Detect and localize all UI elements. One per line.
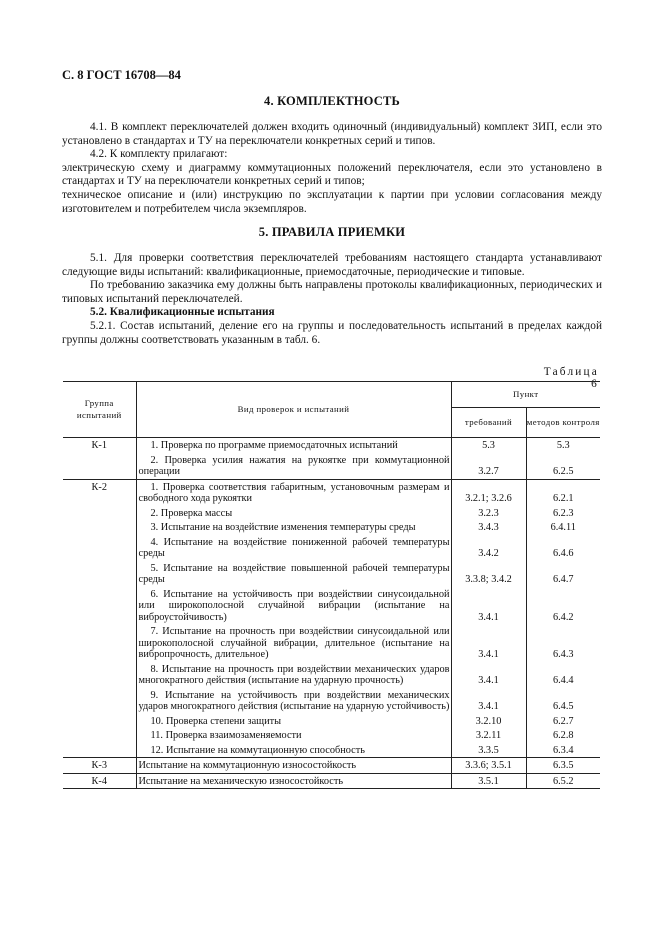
requirements-cell: 3.3.8; 3.4.2 — [451, 561, 526, 587]
header-requirements: требований — [451, 408, 526, 438]
description-cell — [136, 561, 451, 587]
section-5-text — [62, 252, 602, 347]
description-cell — [136, 688, 451, 714]
description-cell — [136, 587, 451, 625]
requirements-cell: 3.4.2 — [451, 535, 526, 561]
header-control: методов контроля — [526, 408, 600, 438]
paragraph-4-2-item-2: техническое описание и (или) инструкцию по эксплуатации к партии при условии согласования между изготовителем и потребителем числа экземпляров. — [62, 188, 602, 215]
table-row — [63, 506, 600, 521]
paragraph-4-2: 4.2. К комплекту прилагают: — [90, 148, 228, 161]
requirements-cell: 3.2.3 — [451, 506, 526, 521]
subheading-5-2: 5.2. Квалификационные испытания — [90, 306, 275, 319]
description-text: Испытание на механическую износостойкость — [138, 775, 344, 787]
table-row — [63, 714, 600, 729]
control-cell: 6.2.1 — [526, 479, 600, 506]
requirements-cell: 5.3 — [451, 438, 526, 453]
group-cell: К-2 — [63, 479, 136, 758]
description-text: 11. Проверка взаимозаменяемости — [150, 730, 302, 741]
table-row — [63, 587, 600, 625]
description-text: 1. Проверка соответствия габаритным, установочным размерам и свободного хода рукоятки — [138, 481, 450, 504]
description-text: 5. Испытание на воздействие повышенной рабочей температуры среды — [138, 562, 450, 585]
control-cell: 5.3 — [526, 438, 600, 453]
control-cell: 6.4.3 — [526, 624, 600, 662]
description-cell — [136, 714, 451, 729]
control-cell: 6.4.11 — [526, 520, 600, 535]
table-row — [63, 773, 600, 789]
table-caption: Таблица 6 — [543, 366, 599, 390]
requirements-cell: 3.4.1 — [451, 688, 526, 714]
description-text: 9. Испытание на устойчивость при воздействии механических ударов многократного действия (испытание на ударную устойчивость) — [138, 689, 450, 712]
description-cell — [136, 438, 451, 453]
table-row — [63, 479, 600, 506]
requirements-cell: 3.4.3 — [451, 520, 526, 535]
table-row — [63, 688, 600, 714]
control-cell: 6.4.2 — [526, 587, 600, 625]
description-text: 3. Испытание на воздействие изменения температуры среды — [150, 522, 416, 533]
description-cell — [136, 624, 451, 662]
control-cell: 6.4.5 — [526, 688, 600, 714]
page-header: С. 8 ГОСТ 16708—84 — [62, 68, 181, 82]
table-row — [63, 758, 600, 774]
paragraph-4-2-item-1: электрическую схему и диаграмму коммутационных положений переключателя, если это установлено в стандартах и ТУ на переключатели конкретных серий и типов; — [62, 161, 602, 188]
group-cell: К-3 — [63, 758, 136, 774]
table-row — [63, 438, 600, 453]
description-text: 1. Проверка по программе приемосдаточных испытаний — [150, 440, 398, 451]
description-cell — [136, 520, 451, 535]
requirements-cell: 3.4.1 — [451, 624, 526, 662]
requirements-cell: 3.4.1 — [451, 587, 526, 625]
table-row — [63, 561, 600, 587]
table-row — [63, 520, 600, 535]
section-5-title: 5. ПРАВИЛА ПРИЕМКИ — [258, 225, 406, 239]
control-cell: 6.3.5 — [526, 758, 600, 774]
description-text: 6. Испытание на устойчивость при воздействии синусоидальной или широкополосной случайной вибрации (испытание на виброустойчивость) — [138, 588, 450, 623]
control-cell: 6.4.7 — [526, 561, 600, 587]
control-cell: 6.3.4 — [526, 743, 600, 758]
paragraph-5-1-b: По требованию заказчика ему должны быть направлены протоколы квалификационных, периодических и типовых испытаний переключателей. — [62, 279, 602, 305]
table-row — [63, 728, 600, 743]
control-cell: 6.4.6 — [526, 535, 600, 561]
table-row — [63, 624, 600, 662]
control-cell: 6.2.5 — [526, 453, 600, 480]
header-point: Пункт — [451, 382, 600, 408]
description-text: 10. Проверка степени защиты — [150, 715, 282, 727]
description-cell — [136, 506, 451, 521]
group-cell: К-1 — [63, 438, 136, 480]
description-cell — [136, 479, 451, 506]
description-cell — [136, 662, 451, 688]
table-row — [63, 535, 600, 561]
description-cell — [136, 728, 451, 743]
section-4-text — [62, 121, 602, 216]
requirements-cell: 3.2.7 — [451, 453, 526, 480]
table-row — [63, 743, 600, 758]
description-cell — [136, 743, 451, 758]
paragraph-4-1: 4.1. В комплект переключателей должен входить одиночный (индивидуальный) комплект ЗИП, если это установлено в стандартах и ТУ на переключатели конкретных серий и типов. — [62, 121, 602, 147]
header-kind: Вид проверок и испытаний — [136, 382, 451, 438]
control-cell: 6.2.8 — [526, 728, 600, 743]
control-cell: 6.2.7 — [526, 714, 600, 729]
description-text: 2. Проверка массы — [150, 507, 233, 519]
description-text: 2. Проверка усилия нажатия на рукоятке при коммутационной операции — [138, 454, 450, 477]
description-text: 12. Испытание на коммутационную способность — [150, 744, 365, 756]
requirements-cell: 3.2.11 — [451, 728, 526, 743]
description-text: 4. Испытание на воздействие пониженной рабочей температуры среды — [138, 536, 450, 559]
table-row — [63, 453, 600, 480]
control-cell: 6.5.2 — [526, 773, 600, 789]
header-group: Группа испытаний — [63, 382, 136, 438]
table-6 — [63, 381, 600, 789]
requirements-cell: 3.2.1; 3.2.6 — [451, 479, 526, 506]
requirements-cell: 3.4.1 — [451, 662, 526, 688]
description-text: 8. Испытание на прочность при воздействии механических ударов многократного действия (испытание на ударную прочность) — [138, 663, 450, 686]
control-cell: 6.2.3 — [526, 506, 600, 521]
paragraph-5-1: 5.1. Для проверки соответствия переключателей требованиям настоящего стандарта устанавливают следующие виды испытаний: квалификационные, приемосдаточные, периодические и типовые. — [62, 252, 602, 278]
section-4-title: 4. КОМПЛЕКТНОСТЬ — [264, 94, 400, 108]
group-cell: К-4 — [63, 773, 136, 789]
paragraph-5-2-1: 5.2.1. Состав испытаний, деление его на группы и последовательность испытаний в пределах каждой группы должны соответствовать указанным в табл. 6. — [62, 319, 602, 346]
table-row — [63, 662, 600, 688]
description-cell — [136, 453, 451, 480]
description-text: Испытание на коммутационную износостойкость — [138, 760, 357, 771]
requirements-cell: 3.2.10 — [451, 714, 526, 729]
description-text: 7. Испытание на прочность при воздействии синусоидальной или широкополосной случайной вибрации, длительное (испытание на вибропрочность, длительное) — [138, 626, 450, 660]
requirements-cell: 3.3.6; 3.5.1 — [451, 758, 526, 774]
description-cell — [136, 758, 451, 774]
description-cell — [136, 535, 451, 561]
control-cell: 6.4.4 — [526, 662, 600, 688]
description-cell — [136, 773, 451, 789]
requirements-cell: 3.3.5 — [451, 743, 526, 758]
requirements-cell: 3.5.1 — [451, 773, 526, 789]
